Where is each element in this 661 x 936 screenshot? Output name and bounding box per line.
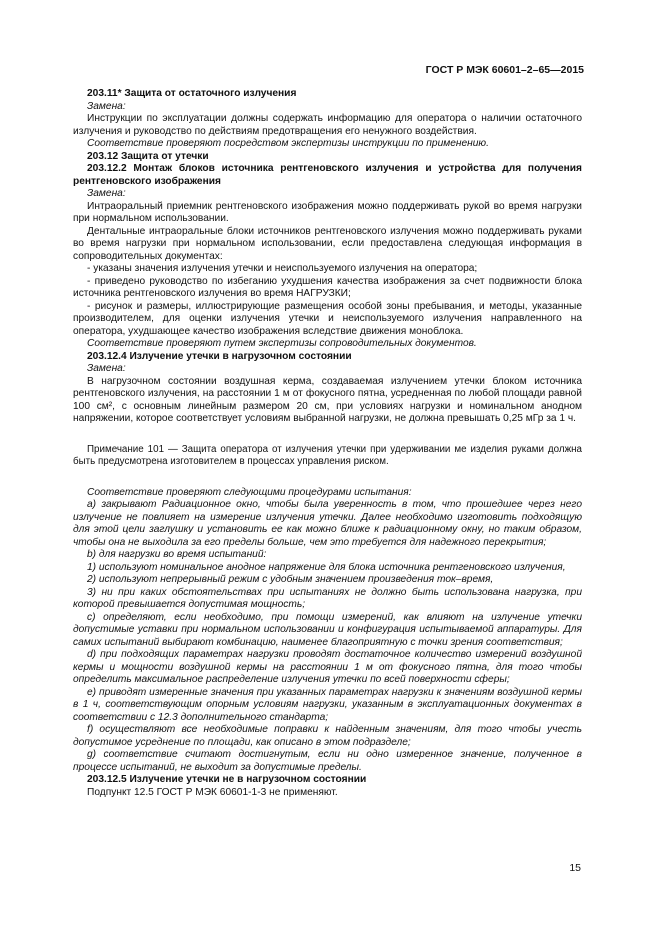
- paragraph: - рисунок и размеры, иллюстрирующие размещения особой зоны пребывания, и методы, указанные производителем, для оценки излучения утечки и неиспользуемого излучения направленного на оператора, ухудшающее качество изображения вследствие движения моноблока.: [73, 300, 582, 337]
- paragraph: Замена:: [87, 363, 126, 374]
- paragraph: 3) ни при каких обстоятельствах при испытаниях не должно быть использована нагрузка, при которой превышается допустимая мощность;: [73, 586, 582, 610]
- paragraph: Примечание 101 — Защита оператора от излучения утечки при удерживании ме изделия руками должна быть предусмотрена изготовителем в процессах управления риском.: [73, 443, 582, 467]
- paragraph: 1) используют номинальное анодное напряжение для блока источника рентгеновского излучения,: [87, 561, 566, 573]
- paragraph: f) осуществляют все необходимые поправки к найденным значениям, для того чтобы учесть допустимое усреднение по площади, как описано в этом подразделе;: [73, 724, 582, 748]
- paragraph: с) определяют, если необходимо, при помощи измерений, как влияют на излучение утечки допустимые уставки при нормальном использовании и конфигурация испытываемой аппаратуры. Для самих испытаний выбирают комбинацию, наименее благоприятную с точки зрения соответствия;: [73, 611, 582, 648]
- paragraph: Замена:: [87, 100, 126, 112]
- paragraph: Замена:: [87, 188, 126, 199]
- paragraph: Подпункт 12.5 ГОСТ Р МЭК 60601-1-3 не применяют.: [87, 786, 338, 798]
- paragraph: 203.12 Защита от утечки: [87, 150, 209, 162]
- paragraph: 2) используют непрерывный режим с удобным значением произведения ток–время,: [87, 574, 494, 585]
- paragraph: 203.12.2 Монтаж блоков источника рентгеновского излучения и устройства для получения рентгеновского изображения: [73, 163, 582, 187]
- paragraph: b) для нагрузки во время испытаний:: [87, 549, 267, 560]
- page-number: 15: [569, 862, 581, 874]
- paragraph: 203.12.4 Излучение утечки в нагрузочном состоянии: [87, 350, 352, 362]
- paragraph: Соответствие проверяют посредством экспертизы инструкции по применению.: [87, 138, 489, 149]
- paragraph: 203.12.5 Излучение утечки не в нагрузочном состоянии: [87, 774, 367, 785]
- paragraph: g) соответствие считают достигнутым, если ни одно измеренное значение, полученное в процессе испытаний, не выходит за допустимые пределы.: [73, 749, 582, 773]
- paragraph: Дентальные интраоральные блоки источников рентгеновского излучения можно поддерживать руками во время нагрузки при нормальном использовании, если предоставлена следующая информация в сопроводительных документах:: [73, 225, 582, 262]
- paragraph: а) закрывают Радиационное окно, чтобы была уверенность в том, что прошедшее через него излучение не повлияет на измерение излучения утечки. Далее необходимо изготовить подходящую для этой цели заглушку и установить ее как можно ближе к радиационному окну, но таким образом, чтобы она не выходила за его пределы больше, чем это требуется для надежного перекрытия;: [73, 499, 582, 548]
- paragraph: Интраоральный приемник рентгеновского изображения можно поддерживать рукой во время нагрузки при нормальном использовании.: [73, 200, 582, 224]
- paragraph: В нагрузочном состоянии воздушная керма, создаваемая излучением утечки блоком источника рентгеновского излучения, на расстоянии 1 м от фокусного пятна, усредненная по любой площади равной 100 см², с основным линейным размером 20 см, при условиях нагрузки и номинальном анодном напряжении, которое соответствует условиям выбранной нагрузки, не должна превышать 0,25 мГр за 1 ч.: [73, 375, 582, 424]
- paragraph: Соответствие проверяют следующими процедурами испытания:: [87, 486, 412, 498]
- paragraph: - указаны значения излучения утечки и неиспользуемого излучения на оператора;: [87, 263, 478, 274]
- paragraph: 203.11* Защита от остаточного излучения: [87, 88, 297, 99]
- paragraph: d) при подходящих параметрах нагрузки проводят достаточное количество измерений воздушной кермы и мощности воздушной кермы на расстоянии 1 м от фокусного пятна, для того чтобы определить максимальное распределение излучения утечки по всей поверхности сферы;: [73, 649, 582, 685]
- document-header: ГОСТ Р МЭК 60601–2–65—2015: [425, 64, 584, 76]
- paragraph: е) приводят измеренные значения при указанных параметрах нагрузки к значениям воздушной кермы в 1 ч, соответствующим опорным условиям нагрузки, указанным в эксплуатационных документах в соответствии с 12.3 дополнительного стандарта;: [73, 686, 582, 723]
- document-body: [73, 88, 582, 799]
- paragraph: Соответствие проверяют путем экспертизы сопроводительных документов.: [87, 338, 477, 349]
- paragraph: Инструкции по эксплуатации должны содержать информацию для оператора о наличии остаточного излучения и руководство по действиям предотвращения его ненужного воздействия.: [73, 113, 582, 137]
- paragraph: - приведено руководство по избеганию ухудшения качества изображения за счет подвижности блока источника рентгеновского излучения во время НАГРУЗКИ;: [73, 275, 582, 299]
